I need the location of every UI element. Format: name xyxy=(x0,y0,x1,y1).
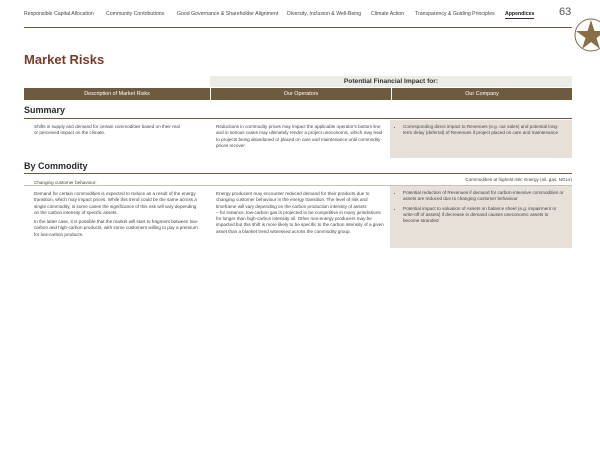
nav-item-climate[interactable]: Climate Action xyxy=(371,11,405,17)
commodity-description-p1: Demand for certain commodities is expected to reduce as a result of the energy transition, which may impact prices. While this trend could be the same across a single commodity, in some cases the significance of this risk will vary depending on the carbon intensity of specific assets. xyxy=(34,191,197,215)
commodity-description xyxy=(34,191,200,241)
header-divider xyxy=(24,27,572,28)
summary-company-bullet: • Corresponding direct impact to Revenues (e.g. our sales) and potential long-term delay (deferral) of Revenues if project placed on care and maintenance xyxy=(403,124,566,137)
page-title: Market Risks xyxy=(24,52,105,67)
summary-divider xyxy=(24,118,572,119)
commodities-at-risk-label: Commodities at highest risk: Energy (oil, gas, NGLs) xyxy=(465,177,572,182)
commodity-description-p2: In the latter case, it is possible that the market will start to fragment between low-carbon and high-carbon products, with some customers willing to pay a premium for low-carbon products. xyxy=(34,219,199,237)
commodity-operators-p1: Energy producers may encounter reduced demand for their products due to changing customer behaviour in the energy transition. The level of risk and timeframe will vary depending on the carbon production intensity of assets xyxy=(216,191,370,209)
changing-behaviour-label: Changing customer behaviour: xyxy=(34,180,97,185)
commodity-operators xyxy=(216,191,386,238)
summary-heading: Summary xyxy=(24,105,66,115)
star-logo-icon xyxy=(574,18,600,58)
commodity-operators-p2: – for instance, low-carbon gas is projected to be competitive in many jurisdictions for longer than high-carbon intensity oil. Other non-energy producers may be impacted but this shift is more likely to be specific to the carbon intensity of a given asset than a blanket trend witnessed across the commodity group. xyxy=(216,209,384,234)
column-header-operators: Our Operators xyxy=(211,88,391,100)
commodity-company-bullet-2: • Potential impact to valuation of Assets on balance sheet (e.g. impairment or write-off of assets) if decrease in demand causes uneconomic assets to become stranded xyxy=(403,206,566,225)
summary-operators: Reductions in commodity prices may impact the applicable operator's bottom line and in serious cases may ultimately render a project uneconomic, which may lead to projects being abandoned or placed on care and maintenance until commodity prices recover. xyxy=(216,124,383,148)
nav-item-appendices[interactable]: Appendices xyxy=(505,11,535,17)
commodity-company-cell xyxy=(390,186,572,248)
commodity-divider xyxy=(24,173,572,174)
page-number: 63 xyxy=(559,6,572,18)
nav-item-diversity[interactable]: Diversity, Inclusion & Well-Being xyxy=(287,11,362,17)
summary-description: Shifts in supply and demand for certain commodities based on their real or perceived impact on the climate. xyxy=(34,124,180,136)
nav-item-community[interactable]: Community Contributions xyxy=(106,11,165,17)
commodity-company-bullet-1: • Potential reduction of Revenues if demand for carbon-intensive commodities or assets are reduced due to changing customer behaviour xyxy=(403,190,566,203)
column-header-description: Description of Market Risks xyxy=(24,88,210,100)
top-navigation xyxy=(24,9,544,21)
column-header-company: Our Company xyxy=(392,88,572,100)
by-commodity-heading: By Commodity xyxy=(24,161,88,171)
nav-item-governance[interactable]: Good Governance & Shareholder Alignment xyxy=(177,11,279,17)
impact-header: Potential Financial Impact for: xyxy=(210,76,572,87)
nav-item-responsible-capital[interactable]: Responsible Capital Allocation xyxy=(24,11,94,17)
summary-company-cell xyxy=(390,120,572,158)
nav-item-transparency[interactable]: Transparency & Guiding Principles xyxy=(415,11,495,17)
